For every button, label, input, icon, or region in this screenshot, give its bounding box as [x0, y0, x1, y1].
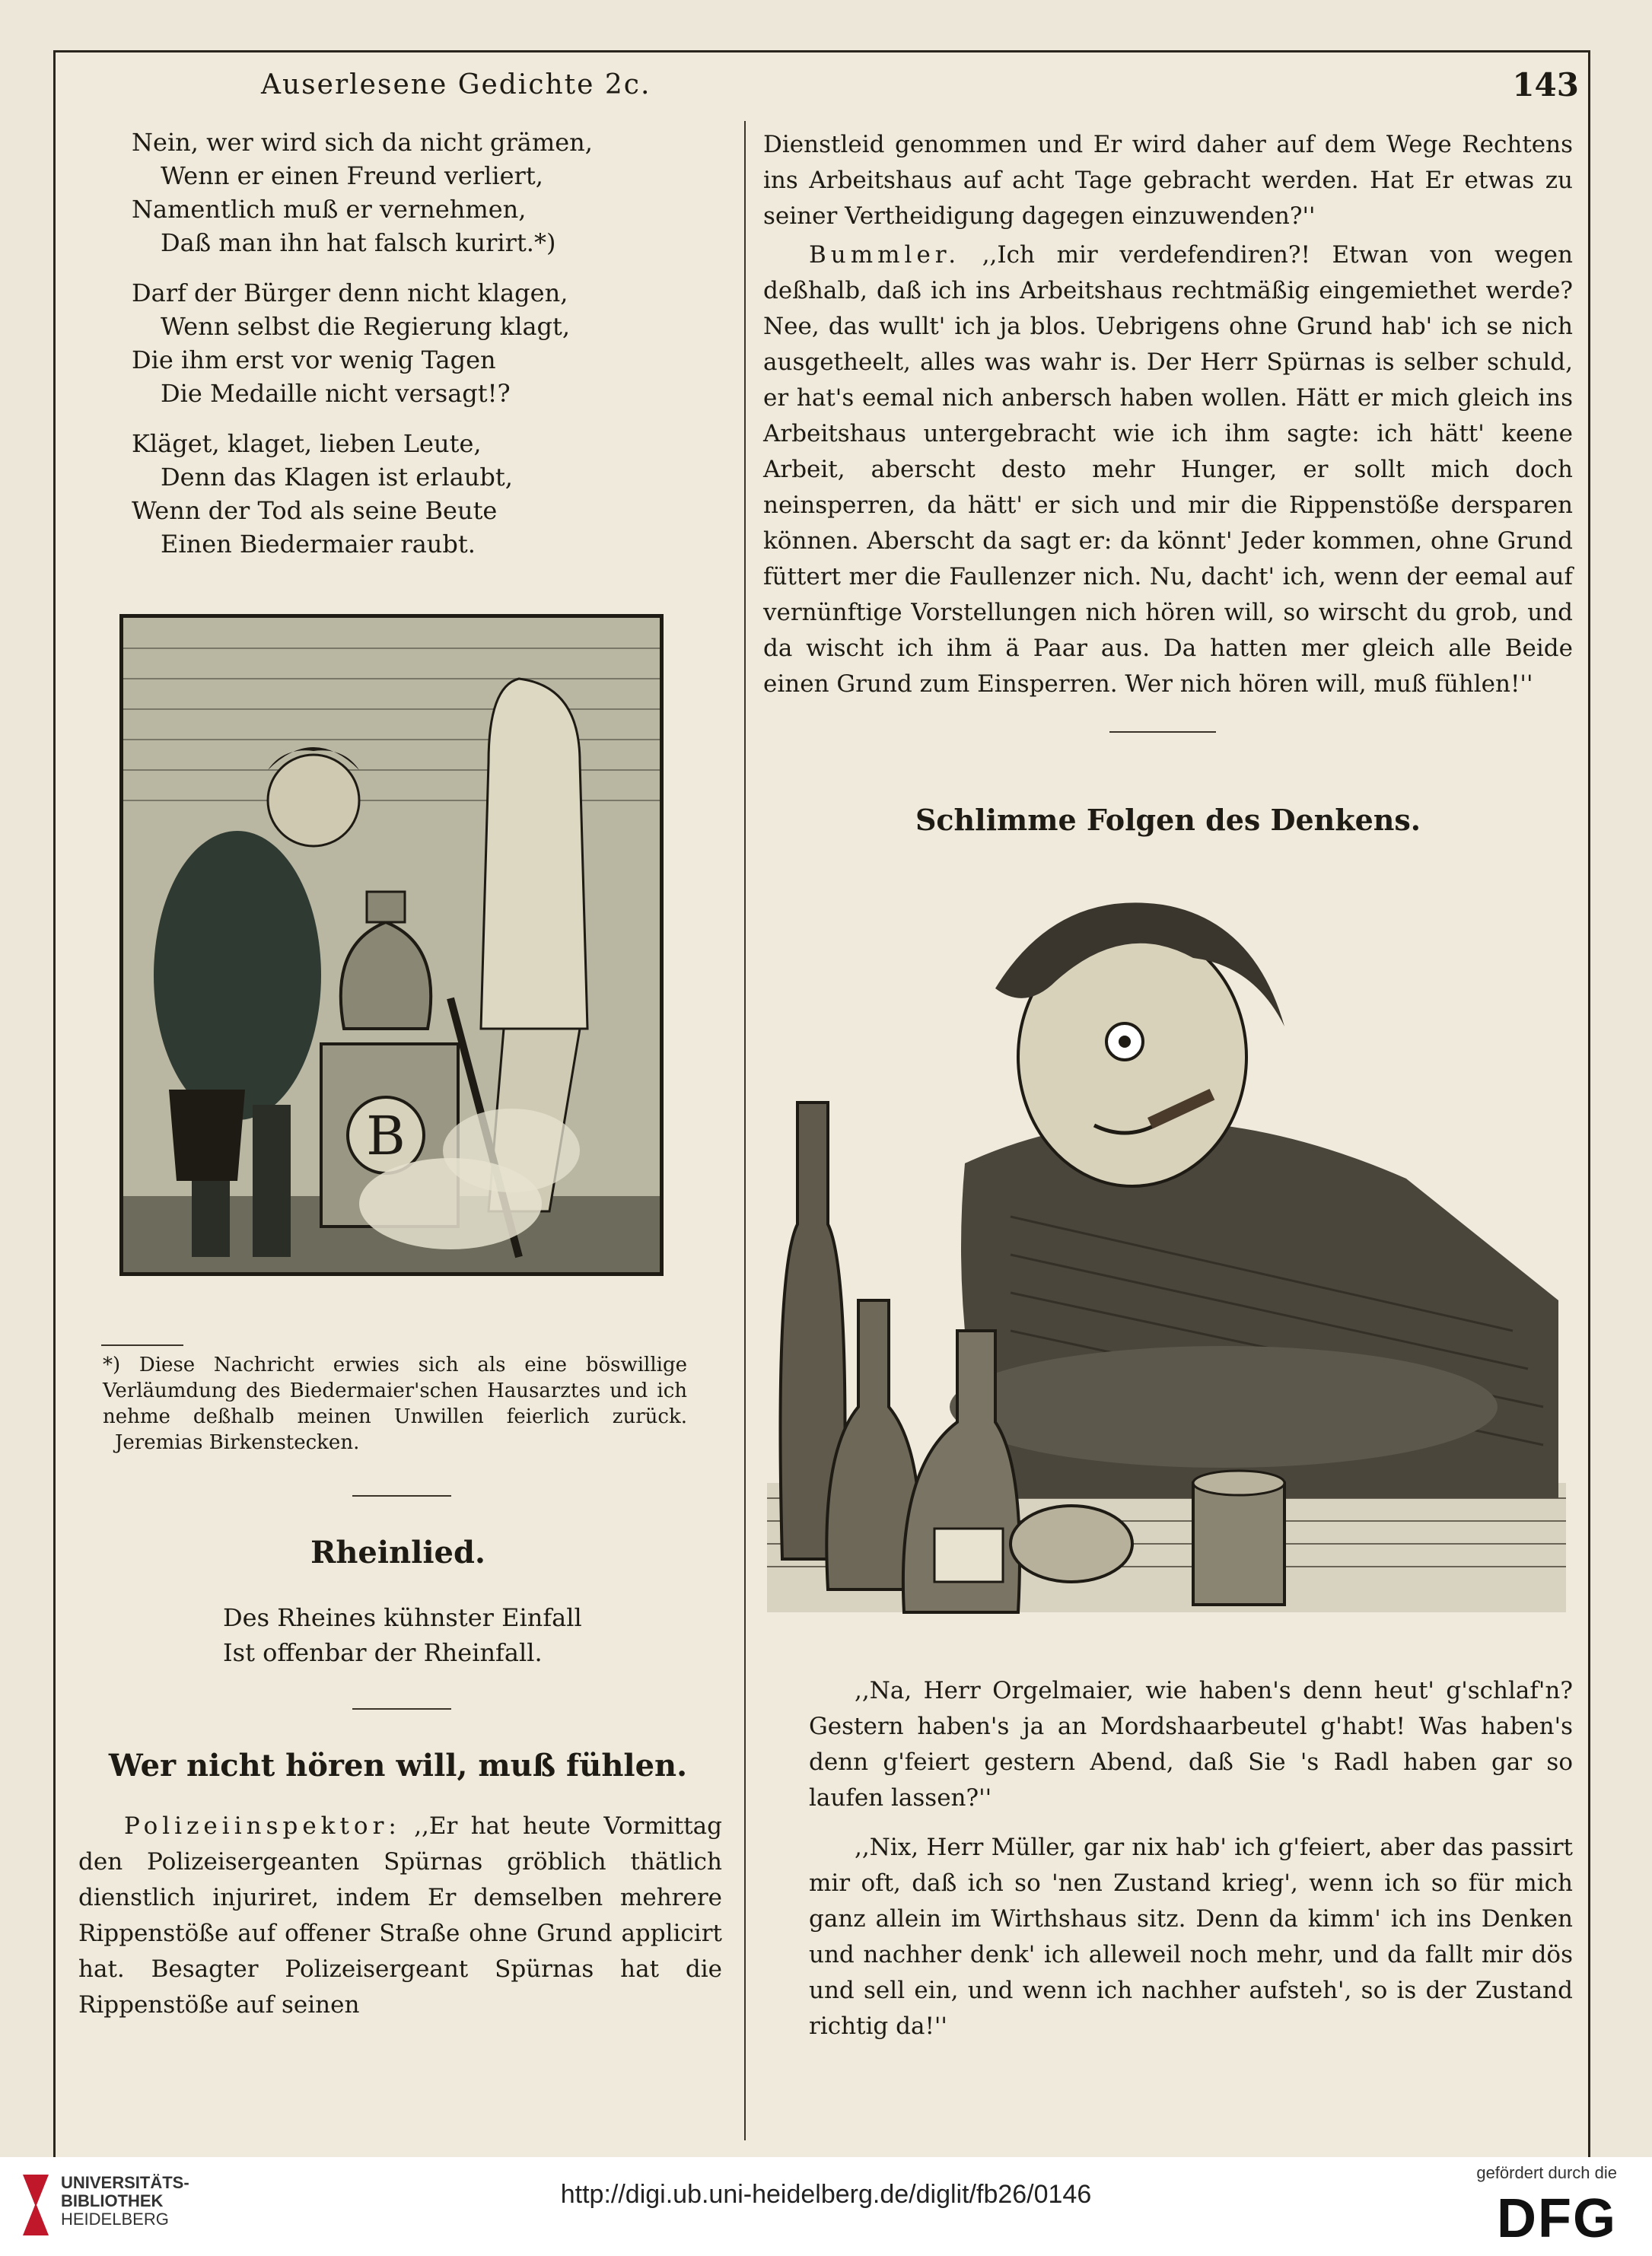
poem-line: Denn das Klagen ist erlaubt, — [161, 463, 513, 492]
section-rule — [352, 1708, 451, 1710]
right-column-text — [763, 127, 1573, 702]
newspaper-page — [53, 50, 1590, 2173]
dfg-logo: DFG — [1497, 2188, 1617, 2249]
speaker: Bummler. — [809, 241, 961, 269]
poem-line: Die Medaille nicht versagt!? — [161, 379, 511, 408]
source-url[interactable]: http://digi.ub.uni-heidelberg.de/diglit/fb26/0146 — [560, 2180, 1092, 2209]
poem-line: Wenn er einen Freund verliert, — [161, 161, 543, 190]
poem-line: Wenn der Tod als seine Beute — [132, 496, 498, 525]
footnote — [103, 1352, 687, 1456]
rheinlied-poem — [223, 1600, 649, 1670]
dialog-text — [809, 1673, 1573, 2044]
dialog-paragraph: ,,Na, Herr Orgelmaier, wie haben's denn heut' g'schlaf'n? Gestern haben's ja an Mordshaarbeutel g'habt! Was haben's denn g'feiert gestern Abend, daß Sie 's Radl haben gar so laufen lassen?'' — [809, 1677, 1573, 1812]
poem-line: Die ihm erst vor wenig Tagen — [132, 345, 496, 374]
footnote-signature: Jeremias Birkenstecken. — [115, 1431, 360, 1454]
page-number: 143 — [1512, 66, 1579, 103]
paragraph-text: Dienstleid genommen und Er wird daher auf dem Wege Rechtens ins Arbeitshaus auf acht Tage gebracht werden. Hat Er etwas zu seiner Vertheidigung dagegen einzuwenden?'' — [763, 131, 1573, 230]
funding-label: gefördert durch die — [1476, 2163, 1617, 2182]
paragraph-text: ,,Ich mir verdefendiren?! Etwan von wegen deßhalb, daß ich ins Arbeitshaus rechtmäßig eingemiethet werde? Nee, das wullt' ich ja blos. Uebrigens ohne Grund hab' ich se nich ausgetheelt, alles was wahr is. Der Herr Spürnas is selber schuld, er hat's eemal nich anbersch haben wollen. Hätt er mich gleich ins Arbeitshaus untergebracht wie ich ihm sagte: ich hätt' keene Arbeit, aberscht desto mehr Hunger, er sollt mich doch neinsperren, da hätt' er sich und mir die Rippenstöße dersparen können. Aberscht da sagt er: da könnt' Jeder kommen, ohne Grund füttert mer die Faullenzer nich. Nu, dacht' ich, wenn der eemal auf vernünftige Vorstellungen nich hören will, so wirscht du grob, und da wischt ich ihm ä Paar aus. Da hatten mer gleich alle Beide einen Grund zum Einsperren. Wer nich hören will, muß fühlen!'' — [763, 241, 1573, 698]
poem-line: Einen Biedermaier raubt. — [161, 530, 476, 558]
library-line: HEIDELBERG — [61, 2210, 169, 2229]
engraving-figures — [123, 618, 660, 1272]
poem-line: Ist offenbar der Rheinfall. — [223, 1638, 543, 1667]
poem-stanzas — [132, 126, 664, 561]
poem-line: Nein, wer wird sich da nicht grämen, — [132, 128, 593, 157]
poem-line: Daß man ihn hat falsch kurirt.*) — [161, 228, 556, 257]
digitization-footer — [0, 2157, 1652, 2256]
section-rule — [352, 1495, 451, 1497]
poem-line: Darf der Bürger denn nicht klagen, — [132, 278, 568, 307]
mourning-urn-illustration — [119, 614, 664, 1276]
wer-nicht-title: Wer nicht hören will, muß fühlen. — [108, 1748, 688, 1783]
drunk-man-illustration — [767, 874, 1566, 1635]
section-rule — [1109, 731, 1216, 733]
paragraph-text: ,,Er hat heute Vormittag den Polizeisergeanten Spürnas gröblich thätlich dienstlich injuriret, indem Er demselben mehrere Rippenstöße auf offener Straße ohne Grund applicirt hat. Besagter Polizeisergeant Spürnas hat die Rippenstöße auf seinen — [78, 1812, 722, 2019]
wer-nicht-text — [78, 1809, 722, 2023]
svg-text:B: B — [366, 1105, 406, 1167]
schlimme-title: Schlimme Folgen des Denkens. — [915, 803, 1421, 837]
poem-line: Kläget, klaget, lieben Leute, — [132, 429, 482, 458]
poem-line: Des Rheines kühnster Einfall — [223, 1603, 582, 1632]
rheinlied-title: Rheinlied. — [310, 1535, 485, 1570]
engraving-drunk-man — [767, 874, 1566, 1635]
running-head: Auserlesene Gedichte 2c. — [261, 69, 651, 100]
poem-line: Wenn selbst die Regierung klagt, — [161, 312, 571, 341]
library-line: BIBLIOTHEK — [61, 2191, 164, 2210]
column-divider — [744, 121, 746, 2140]
dialog-paragraph: ,,Nix, Herr Müller, gar nix hab' ich g'feiert, aber das passirt mir oft, daß ich so 'nen Zustand krieg', wenn ich so für mich ganz allein im Wirthshaus sitz. Denn da kimm' ich ins Denken und nachher denk' ich alleweil noch mehr, und da fallt mir dös und sell ein, und wenn ich nachher aufsteh', so is der Zustand richtig da!'' — [809, 1834, 1573, 2040]
poem-line: Namentlich muß er vernehmen, — [132, 195, 527, 224]
footnote-rule — [101, 1344, 183, 1346]
footnote-text: *) Diese Nachricht erwies sich als eine böswillige Verläumdung des Biedermaier'schen Hausarztes und ich nehme deßhalb meinen Unwillen feierlich zurück. — [103, 1354, 687, 1428]
speaker: Polizeiinspektor: — [124, 1812, 401, 1840]
library-line: UNIVERSITÄTS- — [61, 2173, 189, 2192]
